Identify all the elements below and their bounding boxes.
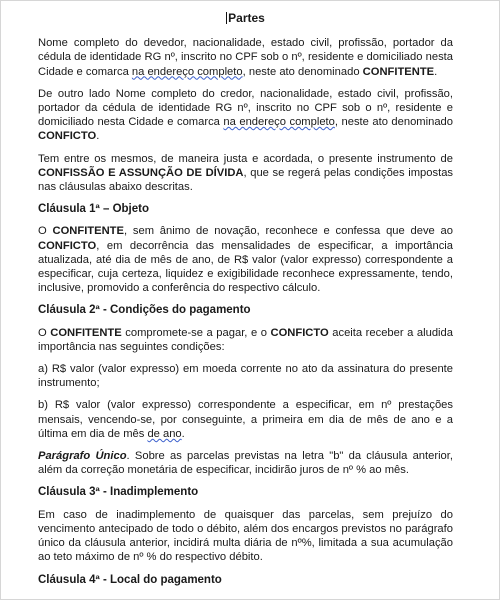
clause-3-heading: Cláusula 3ª - Inadimplemento [38, 486, 199, 499]
conficto-term: CONFICTO [38, 130, 97, 143]
document-title: Partes [228, 11, 265, 25]
paragraph-agreement: Tem entre os mesmos, de maneira justa e acordada, o presente instrumento de CONFISSÃO E ASSUNÇÃO DE DÍVIDA, que se regerá pelas condições impostas nas cláusulas abaixo descritas. [38, 152, 454, 194]
clause-2-item-a: a) R$ valor (valor expresso) em moeda corrente no ato da assinatura do presente instrumento; [38, 363, 453, 390]
clause-1-heading: Cláusula 1ª – Objeto [38, 203, 149, 216]
clause-2-heading: Cláusula 2ª - Condições do pagamento [38, 304, 251, 317]
clause-1-text: O CONFITENTE, sem ânimo de novação, reconhece e confessa que deve ao CONFICTO, em decorrência das mensalidades de especificar, a importância atualizada, até dia de mês de ano, de R$ valor (valor expresso) correspondente a especificar, cuja certeza, liquidez e exigibilidade reconhece expressamente, tendo, inclusive, promovido a conferência do respectivo cálculo. [38, 225, 454, 295]
clause-4-heading: Cláusula 4ª - Local do pagamento [38, 573, 222, 586]
address-placeholder-link[interactable]: na endereço completo [223, 116, 335, 129]
paragraph-debtor: Nome completo do devedor, nacionalidade, estado civil, profissão, portador da cédula de identidade RG nº, inscrito no CPF sob o nº, residente e domiciliado nesta Cidade e comarca na endereço completo, neste ato denominado CONFITENTE. [38, 37, 453, 78]
clause-2-text: O CONFITENTE compromete-se a pagar, e o CONFICTO aceita receber a aludida importância nas seguintes condições: [38, 326, 453, 353]
sole-paragraph-label: Parágrafo Único [38, 450, 127, 463]
agreement-title-term: CONFISSÃO E ASSUNÇÃO DE DÍVIDA [38, 166, 244, 179]
date-placeholder-link[interactable]: de ano [147, 427, 182, 440]
confitente-term: CONFITENTE [362, 65, 435, 78]
address-placeholder-link[interactable]: na endereço completo [131, 65, 243, 78]
paragraph-creditor: De outro lado Nome completo do credor, nacionalidade, estado civil, profissão, portador da cédula de identidade RG nº, inscrito no CPF sob o nº, residente e domiciliado nesta Cidade e comarca na endereço completo, neste ato denominado CONFICTO. [38, 87, 453, 143]
clause-2-sole-paragraph: Parágrafo Único. Sobre as parcelas previstas na letra "b" da cláusula anterior, além da correção monetária de especificar, incidirão juros de nº % ao mês. [38, 450, 453, 477]
clause-2-item-b: b) R$ valor (valor expresso) correspondente a especificar, em nº prestações mensais, vencendo-se, por conseguinte, a primeira em dia de mês de ano e a última em dia de mês de ano. [38, 399, 453, 440]
clause-3-text: Em caso de inadimplemento de quaisquer das parcelas, sem prejuízo do vencimento antecipado de todo o débito, além dos encargos previstos no parágrafo único da cláusula anterior, incidirá multa diária de nº%, limitada a sua acumulação ao teto máximo de nº % do respectivo débito. [38, 508, 453, 564]
document-body [38, 11, 453, 595]
text-cursor [226, 12, 227, 24]
